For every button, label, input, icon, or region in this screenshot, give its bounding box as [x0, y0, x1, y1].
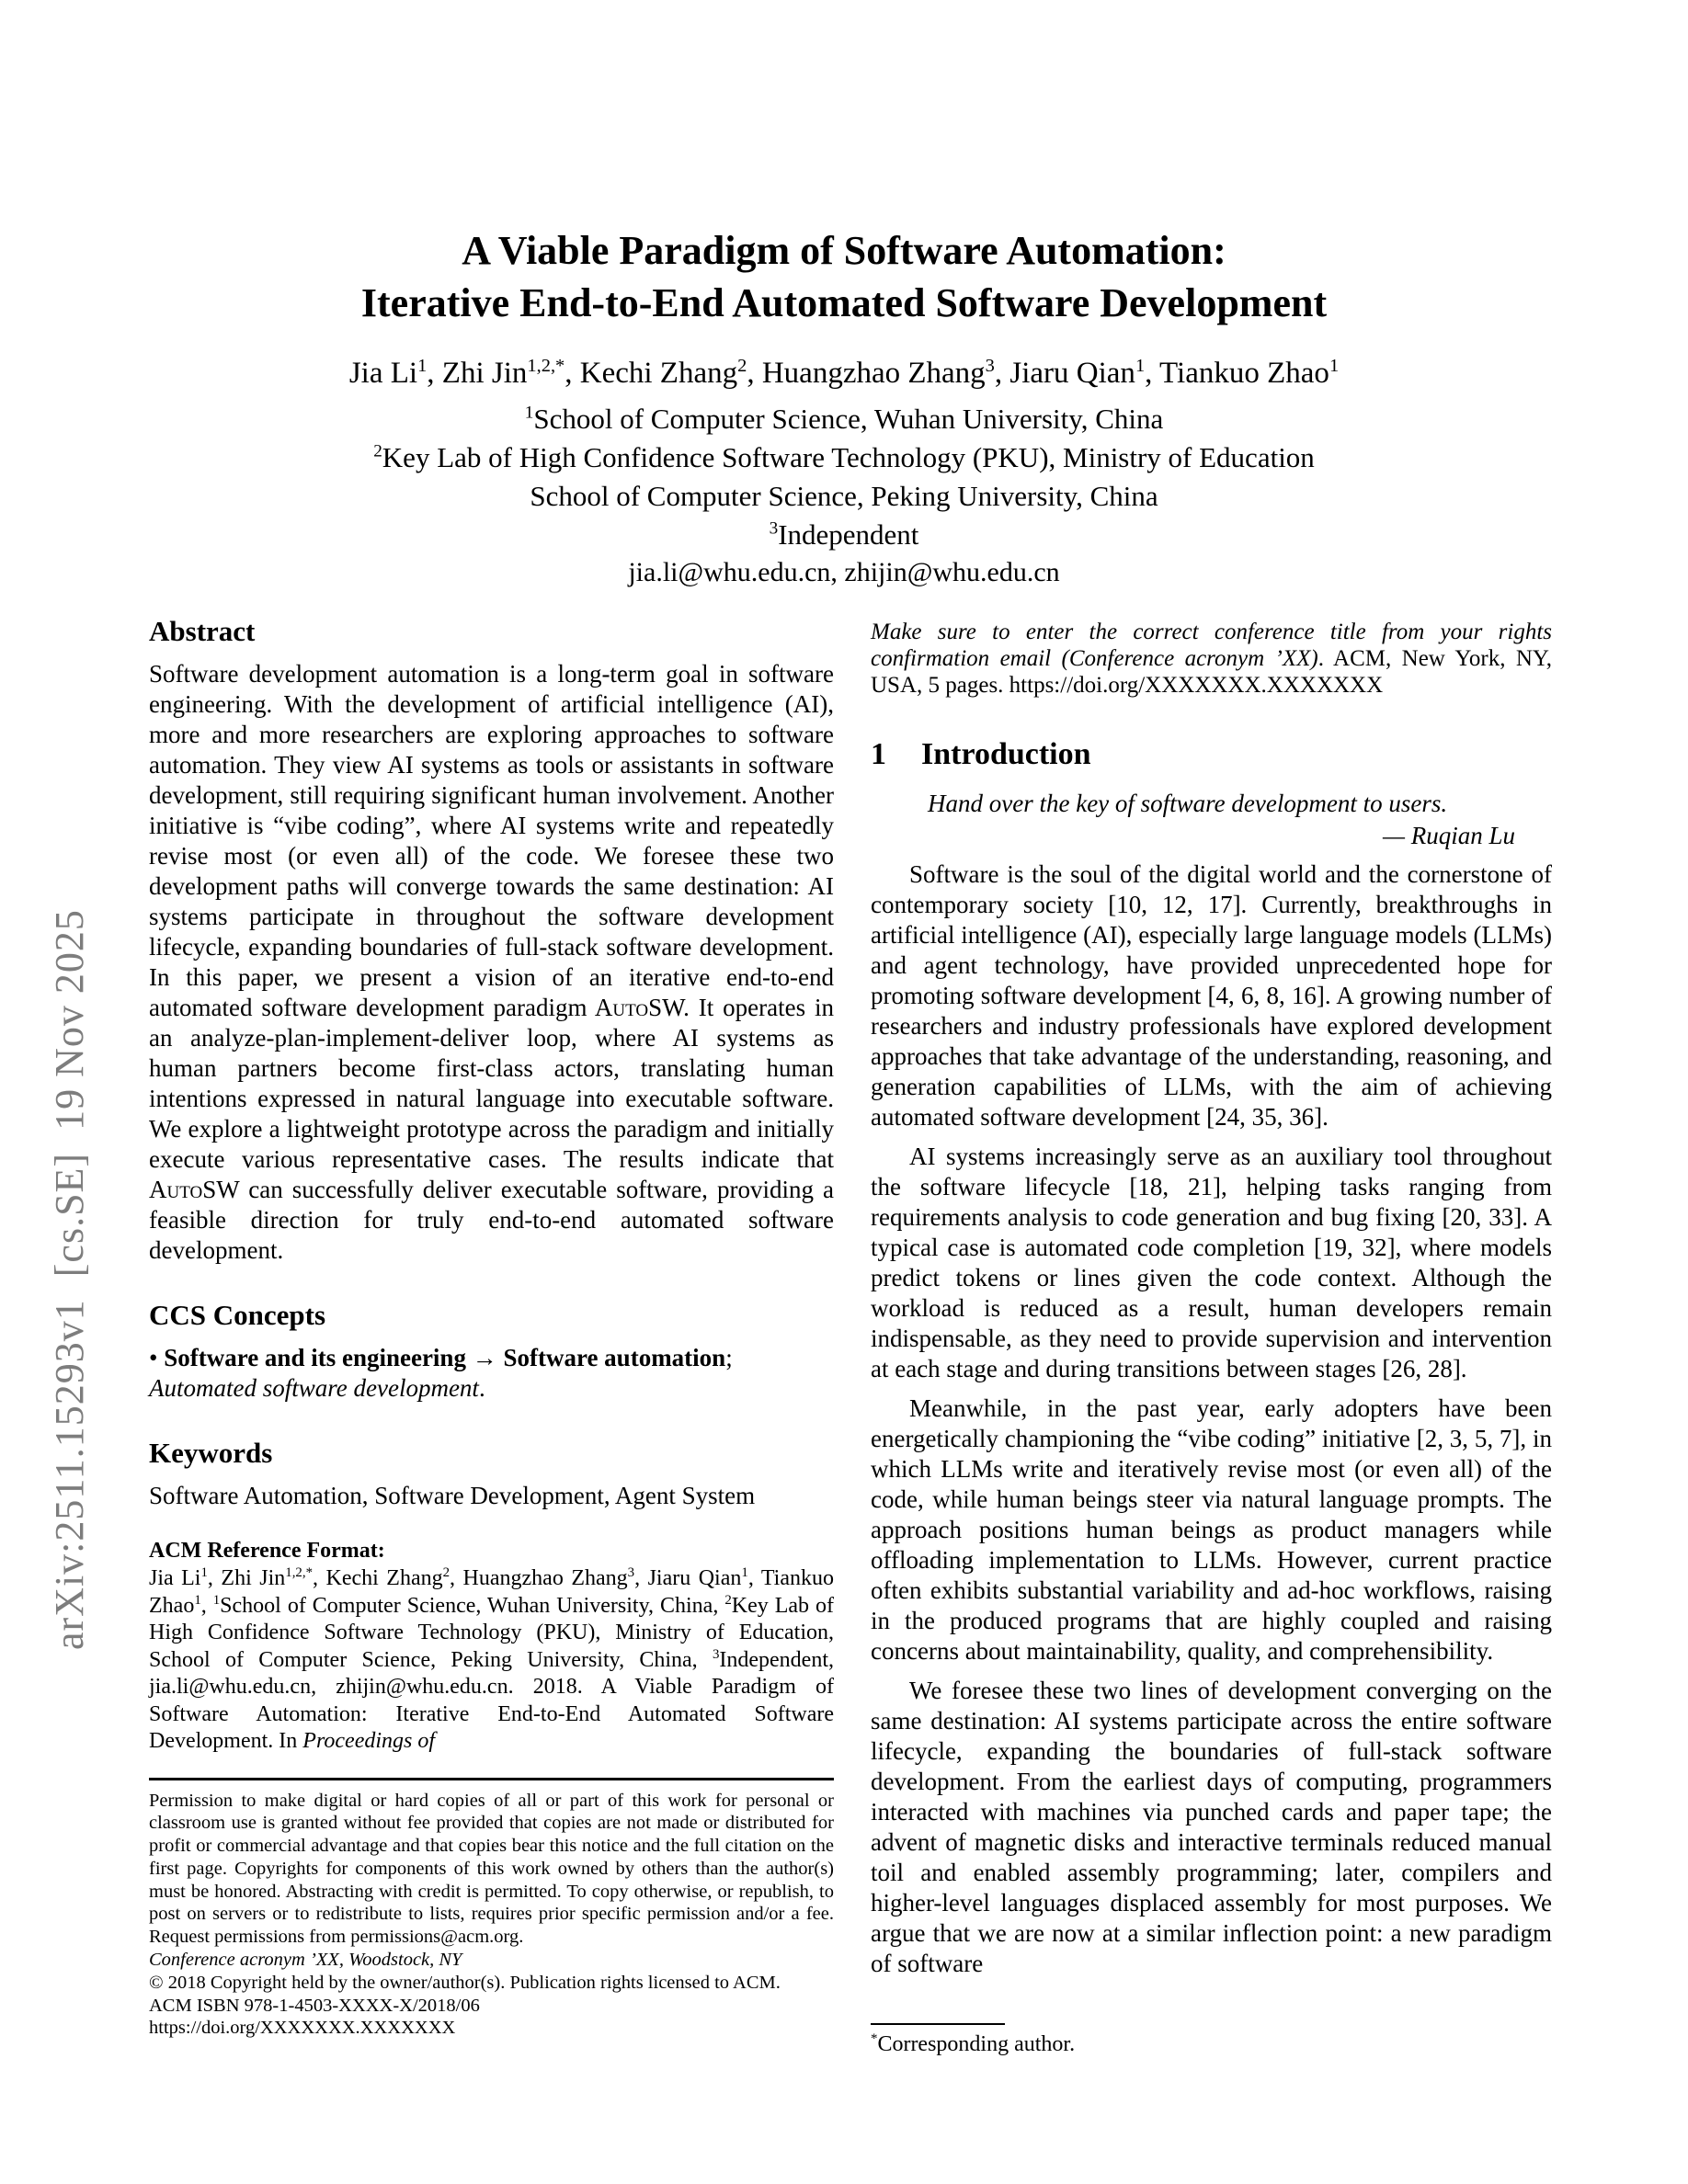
page-title: [0, 224, 1688, 329]
intro-paragraph: Software is the soul of the digital world and the cornerstone of contemporary society [10, 12, 17]. Currently, breakthroughs in artificial intelligence (AI), especially large language models (LLMs) and agent technology, have provided unprecedented hope for promoting software development [4, 6, 8, 16]. A growing number of researchers and industry professionals have explored development approaches that take advantage of the understanding, reasoning, and generation capabilities of LLMs, with the aim of achieving automated software development [24, 35, 36].: [871, 860, 1552, 1131]
intro-paragraph: We foresee these two lines of development converging on the same destination: AI systems participate across the entire software lifecycle, expanding the boundaries of full-stack software development. From the earliest days of computing, programmers interacted with machines via punched cards and paper tape; the advent of magnetic disks and interactive terminals reduced manual toil and enabled assembly programming; later, compilers and higher-level languages displaced assembly for most purposes. We argue that we are now at a similar inflection point: a new paradigm of software: [871, 1677, 1552, 1977]
permission-copyright-line: © 2018 Copyright held by the owner/author(s). Publication rights licensed to ACM.: [149, 1972, 781, 1993]
abstract-heading: Abstract: [149, 615, 256, 647]
affiliation-line: $^2$Key Lab of High Confidence Software Technology (PKU), Ministry of Education: [373, 441, 1315, 473]
right-column: [871, 602, 1552, 2057]
affiliations: [0, 400, 1688, 591]
section-number: 1: [871, 737, 886, 771]
conference-note: Make sure to enter the correct conference title from your rights confirmation email (Conference acronym ’XX). ACM, New York, NY, USA, 5 pages. https://doi.org/XXXXXXX.XXXXXXX: [871, 620, 1553, 698]
paper-header: [0, 224, 1688, 591]
footnote-block: [871, 2023, 1552, 2057]
author-emails-link[interactable]: jia.li@whu.edu.cn, zhijin@whu.edu.cn: [628, 557, 1060, 587]
page-title-line1: A Viable Paradigm of Software Automation:: [462, 228, 1226, 273]
permission-doi-link[interactable]: https://doi.org/XXXXXXX.XXXXXXX: [149, 2018, 456, 2039]
permission-text: Permission to make digital or hard copies of all or part of this work for personal or classroom use is granted without fee provided that copies are not made or distributed for profit or commercial advantage and that copies bear this notice and the full citation on the first page. Copyrights for components of this work owned by others than the author(s) must be honored. Abstracting with credit is permitted. To copy otherwise, or republish, to post on servers or to redistribute to lists, requires prior specific permission and/or a fee. Request permissions from permissions@acm.org.: [149, 1790, 834, 1948]
ccs-body: • Software and its engineering → Software automation; Automated software development.: [149, 1344, 733, 1402]
intro-paragraph: AI systems increasingly serve as an auxiliary tool throughout the software lifecycle [18, 21], helping tasks ranging from requirements analysis to code generation and bug fixing [20, 33]. A typical case is automated code completion [19, 32], where models predict tokens or lines given the code context. Although the workload is reduced as a result, human developers remain indispensable, as they need to provide supervision and intervention at each stage and during transitions between stages [26, 28].: [871, 1143, 1552, 1382]
footnote-divider: [871, 2023, 1005, 2025]
abstract-body: Software development automation is a long-term goal in software engineering. With the development of artificial intelligence (AI), more and more researchers are exploring approaches to software automation. They view AI systems as tools or assistants in software development, still requiring significant human involvement. Another initiative is “vibe coding”, where AI systems write and repeatedly revise most (or even all) of the code. We foresee these two development paths will converge towards the same destination: AI systems participate in throughout the software development lifecycle, expanding boundaries of full-stack software development. In this paper, we present a vision of an iterative end-to-end automated software development paradigm AutoSW. It operates in an analyze-plan-implement-deliver loop, where AI systems as human partners become first-class actors, translating human intentions expressed in natural language into executable software. We explore a lightweight prototype across the paradigm and initially execute various representative cases. The results indicate that AutoSW can successfully deliver executable software, providing a feasible direction for truly end-to-end automated software development.: [149, 660, 835, 1264]
epigraph-attribution: — Ruqian Lu: [1382, 822, 1515, 849]
permission-divider: [149, 1778, 834, 1780]
footnote-corresponding-author: [871, 2032, 1552, 2057]
affiliation-line: $^3$Independent: [769, 518, 919, 551]
two-column-body: [149, 602, 1552, 2057]
authors-line: Jia Li$^1$, Zhi Jin$^{1,2,*}$, Kechi Zhang$^2$, Huangzhao Zhang$^3$, Jiaru Qian$^1$, Tiankuo Zhao$^1$: [348, 356, 1340, 390]
affiliation-line: School of Computer Science, Peking University, China: [530, 480, 1158, 512]
affiliation-line: $^1$School of Computer Science, Wuhan University, China: [524, 403, 1164, 435]
permission-conference-line: Conference acronym ’XX, Woodstock, NY: [149, 1950, 462, 1971]
left-column: [149, 602, 834, 2057]
section-title: Introduction: [921, 737, 1091, 771]
ccs-heading: CCS Concepts: [149, 1299, 326, 1331]
footnote-marker: *: [871, 2031, 878, 2046]
keywords-body: Software Automation, Software Development, Agent System: [149, 1482, 756, 1509]
intro-paragraph: Meanwhile, in the past year, early adopters have been energetically championing the “vibe coding” initiative [2, 3, 5, 7], in which LLMs write and iteratively revise most (or even all) of the code, while human beings steer via natural language prompts. The approach positions human beings as product managers while offloading implementation to LLMs. However, current practice often exhibits substantial variability and ad-hoc workflows, raising in the produced programs that are highly coupled and raising concerns about maintainability, quality, and comprehensibility.: [871, 1394, 1552, 1665]
epigraph-quote: Hand over the key of software development to users.: [928, 790, 1448, 817]
page-title-line2: Iterative End-to-End Automated Software Development: [360, 280, 1328, 325]
arxiv-watermark: arXiv:2511.15293v1 [cs.SE] 19 Nov 2025: [47, 909, 92, 1650]
keywords-heading: Keywords: [149, 1437, 273, 1469]
permission-isbn-line: ACM ISBN 978-1-4503-XXXX-X/2018/06: [149, 1995, 480, 2016]
section-heading-introduction: [871, 737, 1552, 772]
acm-reference-heading: ACM Reference Format:: [149, 1539, 385, 1563]
footnote-text-label: Corresponding author.: [877, 2032, 1076, 2056]
acm-reference-body: Jia Li$^1$, Zhi Jin$^{1,2,*}$, Kechi Zhang$^2$, Huangzhao Zhang$^3$, Jiaru Qian$^1$, Tiankuo Zhao$^1$, $^1$School of Computer Science, Wuhan University, China, $^2$Key Lab of High Confidence Software Technology (PKU), Ministry of Education, School of Computer Science, Peking University, China, $^3$Independent, jia.li@whu.edu.cn, zhijin@whu.edu.cn. 2018. A Viable Paradigm of Software Automation: Iterative End-to-End Automated Software Development. In Proceedings of: [149, 1565, 835, 1753]
